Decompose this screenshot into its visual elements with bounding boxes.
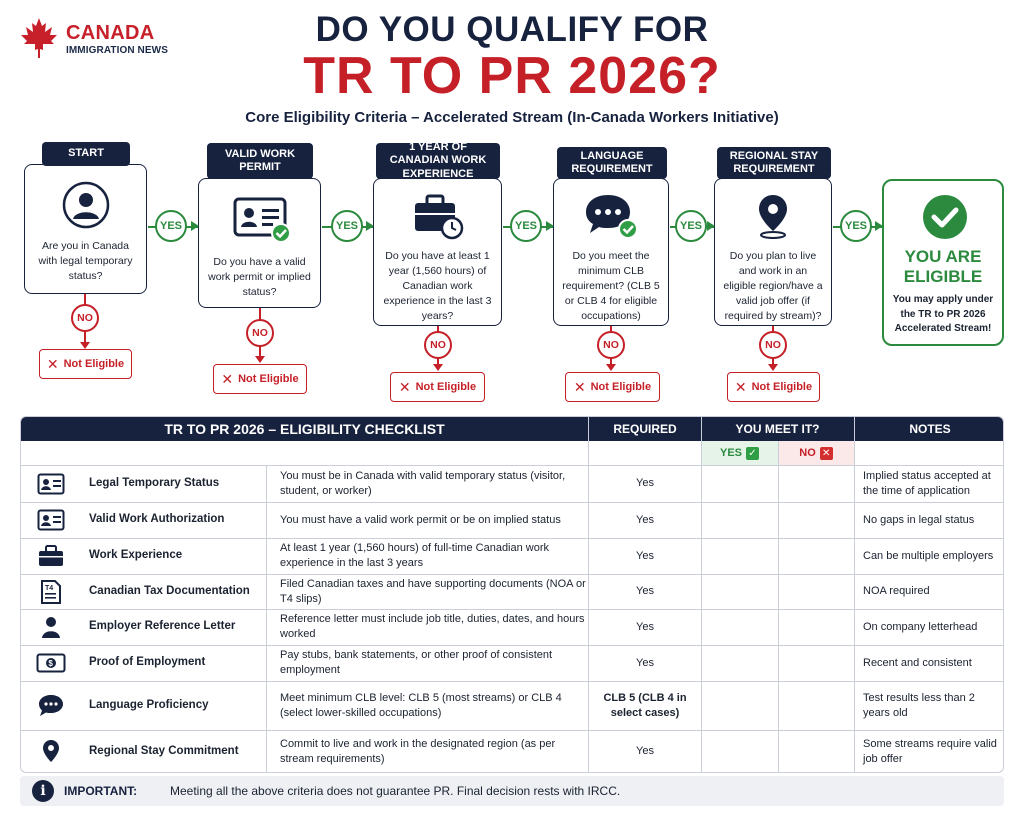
arrow-head <box>707 221 715 231</box>
arrow-head <box>191 221 199 231</box>
row-description: At least 1 year (1,560 hours) of full-time Canadian work experience in the last 3 years <box>280 542 550 569</box>
col-notes: NOTES <box>909 422 951 436</box>
table-row <box>21 609 1004 645</box>
row-required: Yes <box>636 585 654 598</box>
arrow-head <box>433 364 443 371</box>
money-icon <box>21 645 81 681</box>
not-eligible-box <box>727 372 820 402</box>
not-eligible-label: Not Eligible <box>238 373 299 385</box>
brand-subtitle: IMMIGRATION NEWS <box>66 45 168 56</box>
row-required: Yes <box>636 656 654 669</box>
no-badge: NO <box>246 319 274 347</box>
meet-no-header <box>778 441 854 465</box>
step-question: Do you have at least 1 year (1,560 hours) of Canadian work experience in the last 3 years? <box>383 250 492 322</box>
step-title-start: START <box>42 142 130 166</box>
table-row <box>21 730 1004 773</box>
meet-no-label: NO <box>799 447 816 459</box>
check-circle-icon <box>921 193 969 241</box>
x-icon: ✕ <box>734 379 747 395</box>
row-item: Canadian Tax Documentation <box>89 584 250 597</box>
step-question: Do you meet the minimum CLB requirement? (CLB 5 or CLB 4 for eligible occupations) <box>562 250 660 322</box>
table-row <box>21 574 1004 609</box>
arrow-head <box>875 221 883 231</box>
page-title-line2: TR TO PR 2026? <box>303 47 721 105</box>
eligible-text: You may apply under the TR to PR 2026 Accelerated Stream! <box>892 294 994 334</box>
yes-badge: YES <box>155 210 187 242</box>
map-pin-icon <box>753 191 793 241</box>
id-card-icon <box>21 502 81 538</box>
no-badge: NO <box>424 331 452 359</box>
no-badge: NO <box>71 304 99 332</box>
row-description: Reference letter must include job title, duties, dates, and hours worked <box>280 613 585 640</box>
step-question: Do you plan to live and work in an eligible region/have a valid job offer (if required by stream)? <box>723 250 823 322</box>
step-title-language: LANGUAGE REQUIREMENT <box>557 147 667 179</box>
step-question: Are you in Canada with legal temporary status? <box>38 240 133 282</box>
user-icon <box>62 181 110 229</box>
row-required: CLB 5 (CLB 4 in select cases) <box>603 691 687 719</box>
step-card-start <box>24 164 147 294</box>
row-notes: Implied status accepted at the time of application <box>863 469 991 497</box>
row-required: Yes <box>636 513 654 526</box>
info-icon: i <box>32 780 54 802</box>
row-required: Yes <box>636 745 654 758</box>
row-description: Meet minimum CLB level: CLB 5 (most streams) or CLB 4 (select lower-skilled occupations) <box>280 691 562 719</box>
yes-badge: YES <box>510 210 542 242</box>
not-eligible-label: Not Eligible <box>63 358 125 370</box>
yes-badge: YES <box>331 210 363 242</box>
row-item: Work Experience <box>89 549 183 562</box>
checklist-title: TR TO PR 2026 – ELIGIBILITY CHECKLIST <box>164 421 445 437</box>
x-icon: ✕ <box>46 356 59 372</box>
brand-name: CANADA <box>66 22 155 44</box>
t4-document-icon <box>21 574 81 609</box>
row-item: Valid Work Authorization <box>89 513 225 526</box>
table-row <box>21 502 1004 538</box>
arrow-head <box>606 364 616 371</box>
row-notes: No gaps in legal status <box>863 513 975 526</box>
page-title-line1: DO YOU QUALIFY FOR <box>315 10 709 49</box>
chat-icon <box>21 681 81 730</box>
not-eligible-box <box>565 372 660 402</box>
yes-badge: YES <box>840 210 872 242</box>
yes-badge: YES <box>675 210 707 242</box>
map-pin-icon <box>21 730 81 773</box>
step-card-language <box>553 178 669 326</box>
id-card-check-icon <box>225 195 295 243</box>
row-description: Filed Canadian taxes and have supporting documents (NOA or T4 slips) <box>280 577 586 605</box>
person-icon <box>21 609 81 645</box>
row-item: Language Proficiency <box>89 698 209 711</box>
important-notice <box>20 776 1004 806</box>
row-item: Employer Reference Letter <box>89 620 236 633</box>
step-card-work-permit <box>198 178 321 308</box>
step-title-work-permit: VALID WORK PERMIT <box>207 143 313 179</box>
not-eligible-label: Not Eligible <box>415 381 477 393</box>
checkbox-check-icon: ✓ <box>746 447 759 460</box>
eligible-title: YOU ARE ELIGIBLE <box>903 247 983 287</box>
col-meet: YOU MEET IT? <box>735 422 820 436</box>
checkbox-x-icon: ✕ <box>820 447 833 460</box>
not-eligible-box <box>390 372 485 402</box>
important-label: IMPORTANT: <box>64 784 138 798</box>
x-icon: ✕ <box>573 379 586 395</box>
x-icon: ✕ <box>398 379 411 395</box>
meet-yes-label: YES <box>719 447 742 459</box>
table-row <box>21 681 1004 730</box>
step-title-regional: REGIONAL STAY REQUIREMENT <box>717 147 831 179</box>
step-card-regional <box>714 178 832 326</box>
row-description: Pay stubs, bank statements, or other proof of consistent employment <box>280 649 553 676</box>
row-description: You must have a valid work permit or be on implied status <box>280 513 561 526</box>
step-question: Do you have a valid work permit or implied status? <box>208 256 311 298</box>
not-eligible-label: Not Eligible <box>751 381 813 393</box>
briefcase-icon <box>21 538 81 574</box>
row-item: Legal Temporary Status <box>89 476 220 489</box>
id-card-icon <box>21 465 81 502</box>
important-text: Meeting all the above criteria does not guarantee PR. Final decision rests with IRCC. <box>170 784 621 798</box>
row-notes: On company letterhead <box>863 620 978 633</box>
row-description: Commit to live and work in the designated region (as per stream requirements) <box>280 737 556 765</box>
arrow-head <box>546 221 554 231</box>
briefcase-clock-icon <box>411 191 465 241</box>
svg-text:T4: T4 <box>45 584 54 592</box>
x-icon: ✕ <box>221 371 234 387</box>
svg-text:$: $ <box>48 659 53 668</box>
row-description: You must be in Canada with valid temporary status (visitor, student, or worker) <box>280 469 566 497</box>
row-required: Yes <box>636 620 654 633</box>
step-title-work-experience: 1 YEAR OF CANADIAN WORK EXPERIENCE <box>376 143 500 179</box>
row-notes: NOA required <box>863 585 930 598</box>
table-row <box>21 538 1004 574</box>
meet-yes-header <box>701 441 778 465</box>
row-required: Yes <box>636 477 654 490</box>
eligible-result-card <box>882 179 1004 346</box>
not-eligible-box <box>39 349 132 379</box>
row-notes: Test results less than 2 years old <box>863 691 975 719</box>
col-required: REQUIRED <box>613 422 677 436</box>
arrow-head <box>768 364 778 371</box>
row-item: Proof of Employment <box>89 656 206 669</box>
row-notes: Recent and consistent <box>863 656 972 669</box>
step-card-work-experience <box>373 178 502 326</box>
row-required: Yes <box>636 549 654 562</box>
not-eligible-box <box>213 364 307 394</box>
not-eligible-label: Not Eligible <box>590 381 652 393</box>
speech-bubble-check-icon <box>582 191 640 241</box>
arrow-head <box>255 356 265 363</box>
row-notes: Some streams require valid job offer <box>863 737 997 765</box>
row-notes: Can be multiple employers <box>863 549 994 562</box>
arrow-head <box>80 342 90 349</box>
table-row <box>21 465 1004 502</box>
no-badge: NO <box>597 331 625 359</box>
no-badge: NO <box>759 331 787 359</box>
page-subtitle: Core Eligibility Criteria – Accelerated Stream (In-Canada Workers Initiative) <box>245 109 779 126</box>
row-item: Regional Stay Commitment <box>89 744 239 757</box>
eligibility-checklist-table <box>20 416 1004 773</box>
table-row <box>21 645 1004 681</box>
arrow-head <box>366 221 374 231</box>
